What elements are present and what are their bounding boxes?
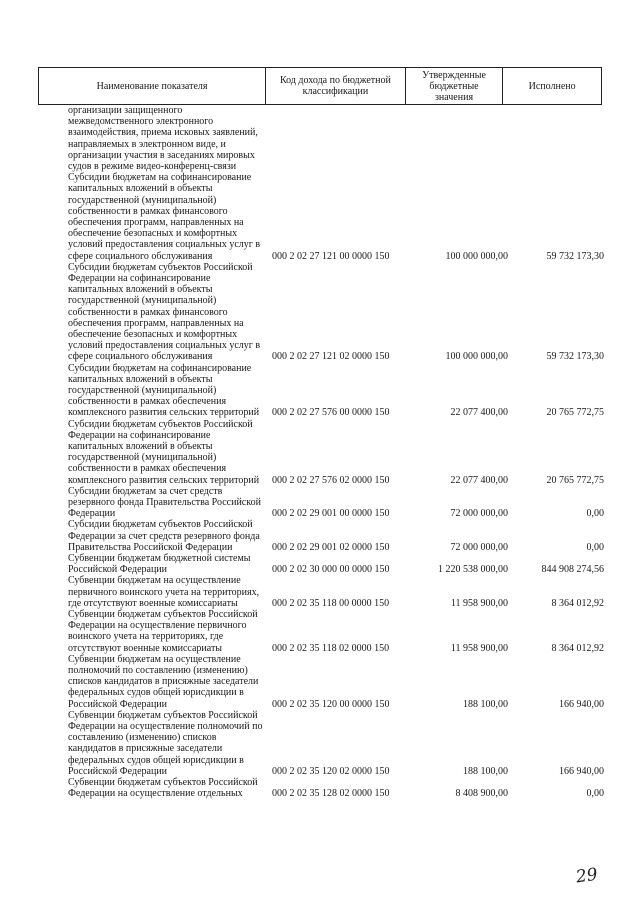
- row-code: 000 2 02 27 576 02 0000 150: [272, 474, 390, 486]
- row-plan: 11 958 900,00: [450, 642, 508, 654]
- row-plan: 22 077 400,00: [450, 474, 508, 486]
- row-plan: 100 000 000,00: [445, 351, 508, 363]
- table-row: [0, 519, 640, 553]
- row-name: Субсидии бюджетам на софинансирование капитальных вложений в объекты государственной (муниципальной) собственности в рамках обеспечения комплексного развития сельских территорий: [68, 362, 260, 419]
- row-done: 844 908 274,56: [541, 564, 604, 576]
- table-row: [0, 105, 640, 172]
- row-name: Субвенции бюджетам субъектов Российской Федерации на осуществление первичного воинского учета на территориях, где отсутствуют военные комиссариаты: [68, 609, 258, 654]
- row-name: Субвенции бюджетам субъектов Российской Федерации на осуществление отдельных: [68, 777, 258, 800]
- row-plan: 11 958 900,00: [450, 597, 508, 609]
- row-code: 000 2 02 27 121 02 0000 150: [272, 351, 390, 363]
- page-number: 29: [574, 864, 599, 888]
- row-done: 0,00: [586, 788, 604, 800]
- row-done: 59 732 173,30: [546, 351, 604, 363]
- row-code: 000 2 02 29 001 00 0000 150: [272, 508, 390, 520]
- table-row: [0, 262, 640, 363]
- row-done: 0,00: [586, 541, 604, 553]
- row-plan: 188 100,00: [463, 765, 508, 777]
- row-code: 000 2 02 29 001 02 0000 150: [272, 541, 390, 553]
- row-plan: 100 000 000,00: [445, 250, 508, 262]
- table-row: [0, 486, 640, 520]
- row-plan: 72 000 000,00: [450, 508, 508, 520]
- row-name: Субсидии бюджетам субъектов Российской Федерации на софинансирование капитальных вложений в объекты государственной (муниципальной) собственности в рамках финансового обеспечения программ, направленных на обеспечение безопасных и комфортных условий предоставления социальных услуг в сфере социального обслуживания: [68, 261, 261, 363]
- row-name: Субвенции бюджетам бюджетной системы Российской Федерации: [68, 553, 251, 576]
- table-row: [0, 710, 640, 777]
- row-code: 000 2 02 35 120 00 0000 150: [272, 698, 390, 710]
- row-name: Субвенции бюджетам на осуществление полномочий по составлению (изменению) списков кандидатов в присяжные заседатели федеральных судов общей юрисдикции в Российской Федерации: [68, 653, 259, 710]
- row-plan: 72 000 000,00: [450, 541, 508, 553]
- row-done: 166 940,00: [559, 765, 604, 777]
- row-name: Субсидии бюджетам субъектов Российской Федерации за счет средств резервного фонда Правительства Российской Федерации: [68, 519, 260, 553]
- row-name: Субвенции бюджетам на осуществление первичного воинского учета на территориях, где отсутствуют военные комиссариаты: [68, 575, 260, 609]
- row-code: 000 2 02 35 118 00 0000 150: [272, 597, 390, 609]
- header-name: Наименование показателя: [39, 68, 266, 104]
- table-header: [38, 67, 602, 105]
- table-row: [0, 609, 640, 654]
- table-row: [0, 575, 640, 609]
- row-done: 0,00: [586, 508, 604, 520]
- table-row: [0, 172, 640, 262]
- row-done: 8 364 012,92: [551, 597, 604, 609]
- row-plan: 1 220 538 000,00: [438, 564, 508, 576]
- table-row: [0, 363, 640, 419]
- row-code: 000 2 02 30 000 00 0000 150: [272, 564, 390, 576]
- row-code: 000 2 02 27 121 00 0000 150: [272, 250, 390, 262]
- row-done: 20 765 772,75: [546, 474, 604, 486]
- row-plan: 22 077 400,00: [450, 407, 508, 419]
- header-code: Код дохода по бюджетной классификации: [266, 68, 406, 104]
- row-name: Субсидии бюджетам субъектов Российской Федерации на софинансирование капитальных вложений в объекты государственной (муниципальной) собственности в рамках обеспечения комплексного развития сельских территорий: [68, 418, 260, 486]
- row-done: 166 940,00: [559, 698, 604, 710]
- table-row: [0, 654, 640, 710]
- header-done: Исполнено: [528, 80, 576, 92]
- row-done: 20 765 772,75: [546, 407, 604, 419]
- row-code: 000 2 02 35 128 02 0000 150: [272, 788, 390, 800]
- row-name: Субвенции бюджетам субъектов Российской Федерации на осуществление полномочий по составлению (изменению) списков кандидатов в присяжные заседатели федеральных судов общей юрисдикции в Российской Федерации: [68, 709, 263, 777]
- header-plan: Утвержденные бюджетные значения: [406, 68, 504, 104]
- row-code: 000 2 02 35 118 02 0000 150: [272, 642, 390, 654]
- table-row: [0, 777, 640, 799]
- row-done: 8 364 012,92: [551, 642, 604, 654]
- row-code: 000 2 02 27 576 00 0000 150: [272, 407, 390, 419]
- row-plan: 8 408 900,00: [455, 788, 508, 800]
- row-name: Субсидии бюджетам за счет средств резервного фонда Правительства Российской Федерации: [68, 485, 261, 520]
- row-name: организации защищенного межведомственного электронного взаимодействия, приема исковых заявлений, направляемых в электронном виде, и организации участия в заседаниях мировых судов в режиме видео-конференц-связи: [68, 105, 258, 173]
- row-plan: 188 100,00: [463, 698, 508, 710]
- table-row: [0, 419, 640, 486]
- row-name: Субсидии бюджетам на софинансирование капитальных вложений в объекты государственной (муниципальной) собственности в рамках финансового обеспечения программ, направленных на обеспечение безопасных и комфортных условий предоставления социальных услуг в сфере социального обслуживания: [68, 172, 261, 262]
- row-code: 000 2 02 35 120 02 0000 150: [272, 765, 390, 777]
- table-row: [0, 553, 640, 575]
- row-done: 59 732 173,30: [546, 250, 604, 262]
